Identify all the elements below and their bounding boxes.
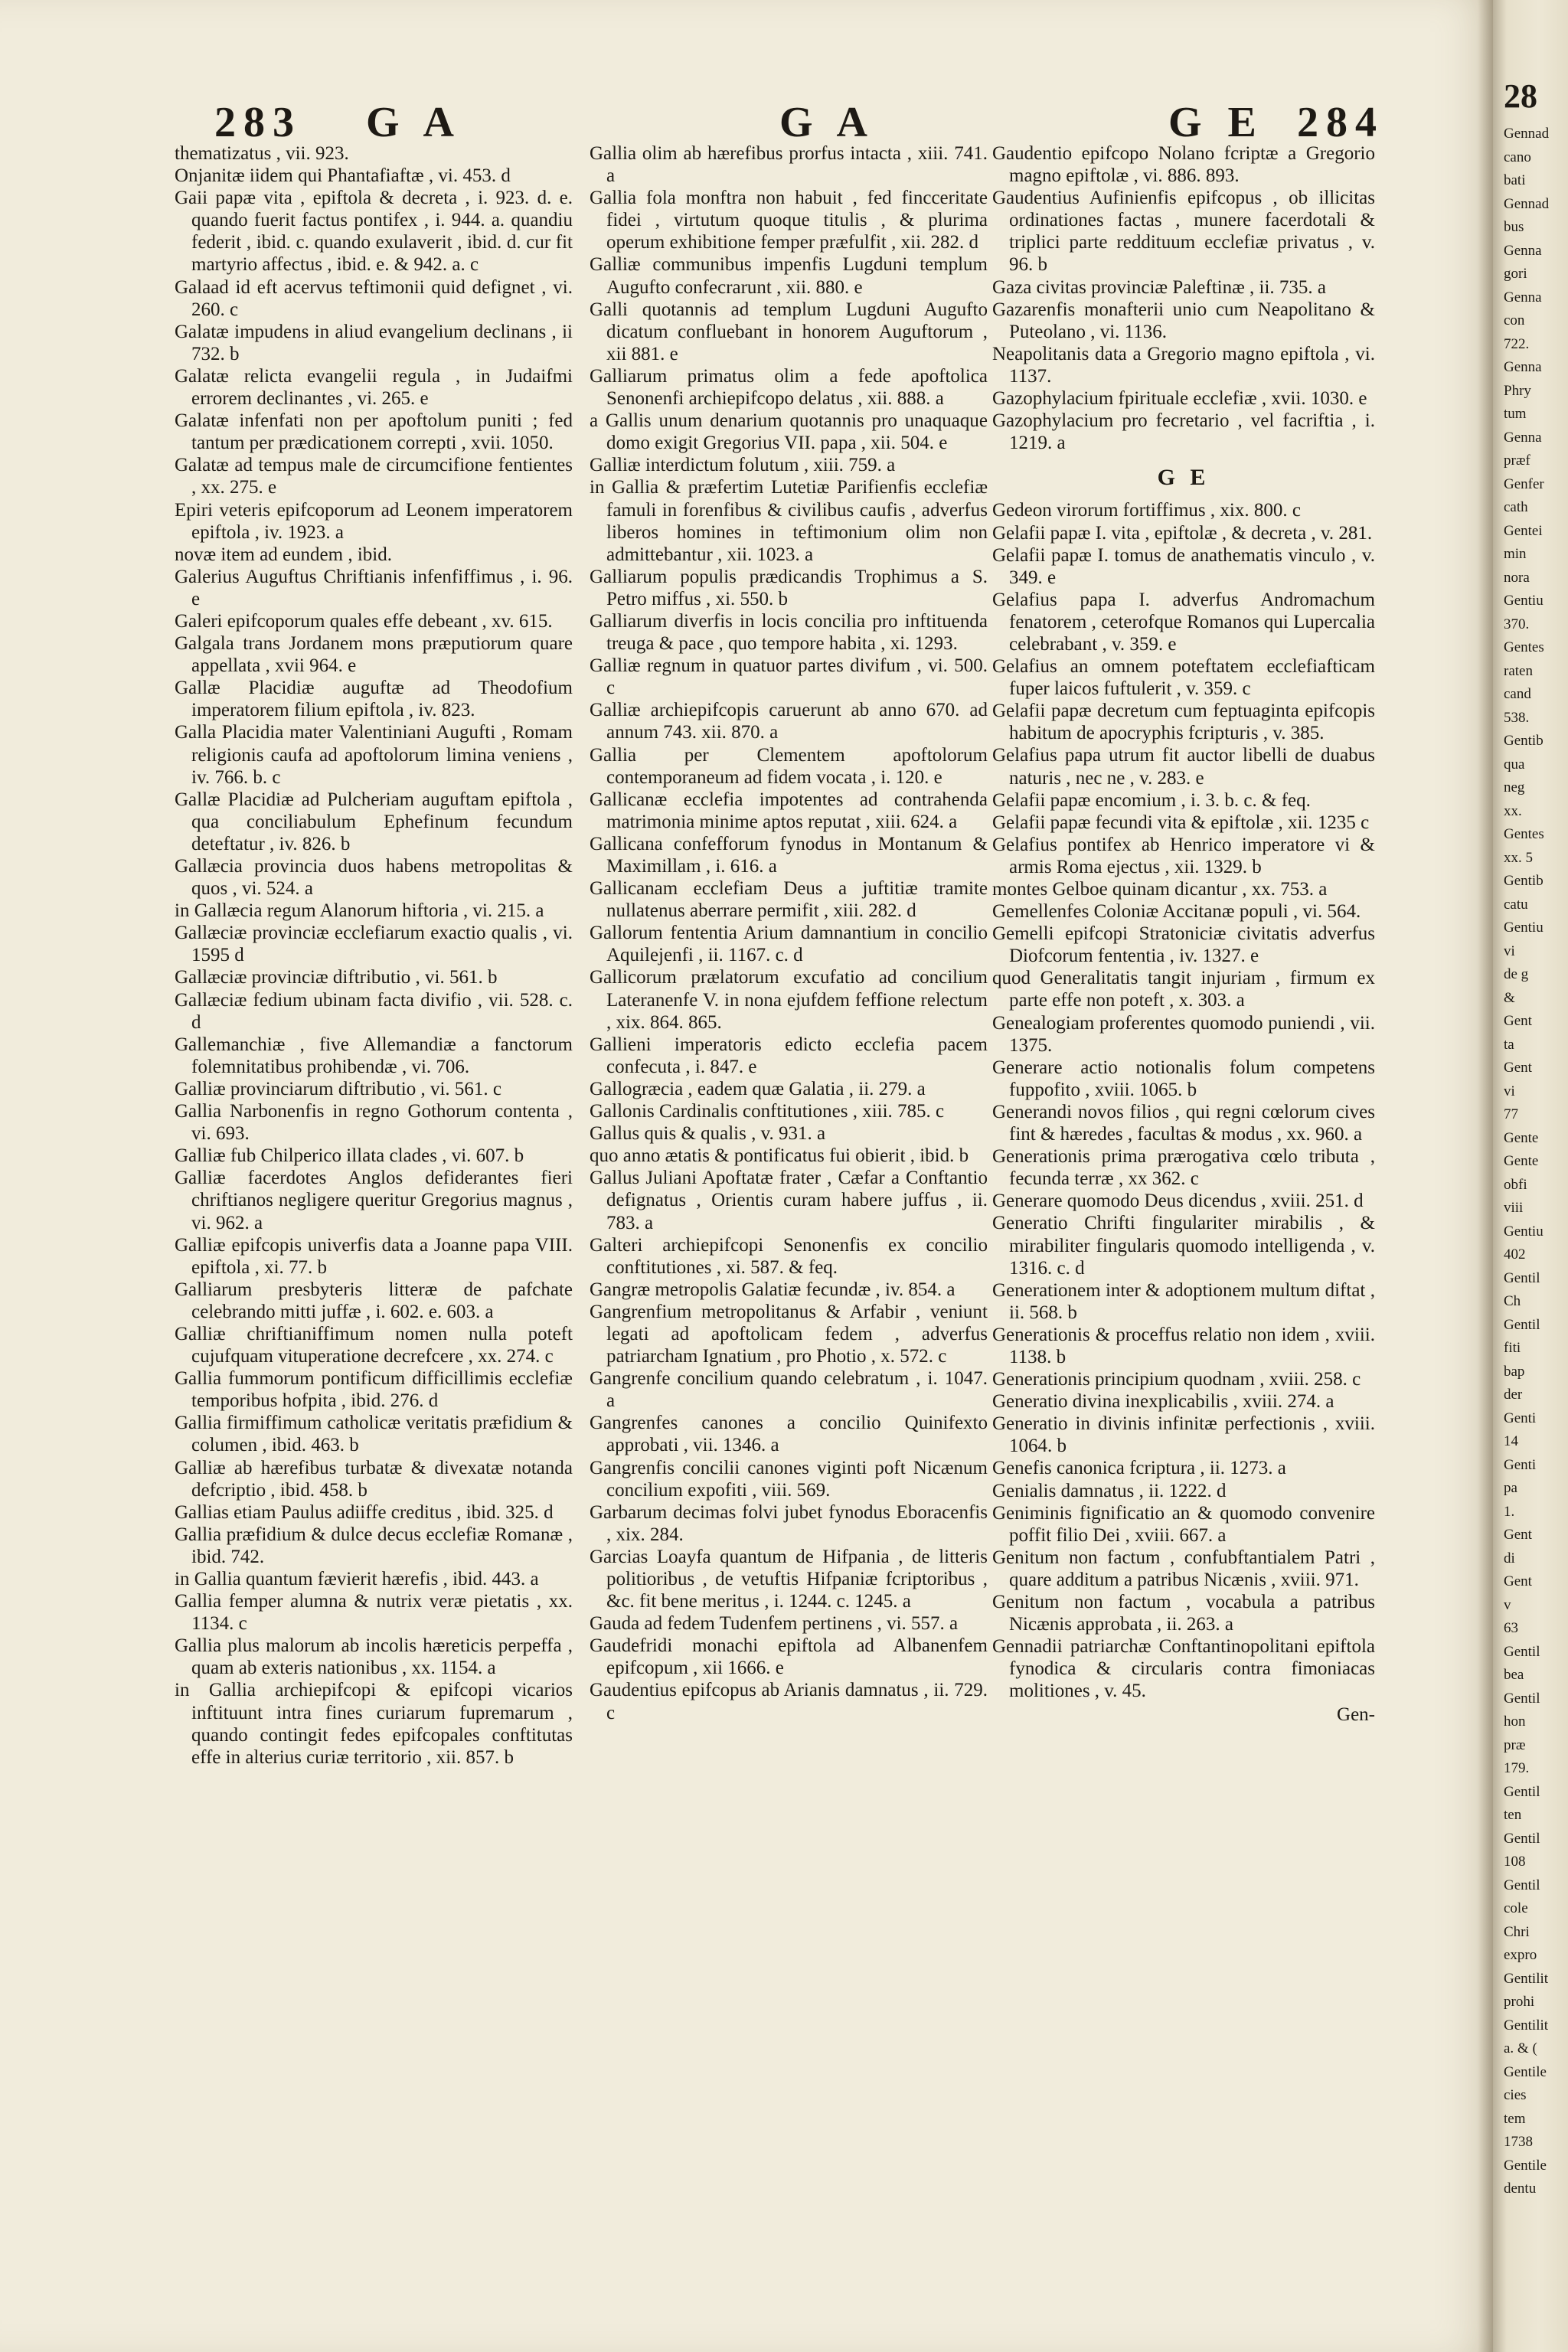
index-entry: Gallonis Cardinalis conftitutiones , xiii. 785. c — [590, 1101, 945, 1122]
adjacent-page-fragment: 77 — [1504, 1106, 1518, 1122]
index-entry: Gangræ metropolis Galatiæ fecundæ , iv. 854. a — [590, 1279, 956, 1300]
index-entry: Gedeon virorum fortiffimus , xix. 800. c — [992, 500, 1301, 521]
index-entry: Gazophylacium fpirituale ecclefiæ , xvii. 1030. e — [992, 388, 1367, 410]
index-column-1 — [175, 142, 573, 1769]
adjacent-page-fragment: Ch — [1504, 1293, 1521, 1309]
index-entry: Gelafii papæ I. tomus de anathematis vinculo , v. 349. e — [992, 544, 1375, 588]
index-entry: Gallia fummorum pontificum difficillimis ecclefiæ temporibus hofpita , ibid. 276. d — [175, 1368, 573, 1412]
adjacent-page-fragment: Genna — [1504, 242, 1542, 259]
adjacent-page-fragment: obfi — [1504, 1176, 1527, 1193]
adjacent-page-fragment: Genti — [1504, 1456, 1537, 1473]
index-entry: Generationis principium quodnam , xviii. 258. c — [992, 1369, 1361, 1390]
index-entry: Generationis prima prærogativa cœlo tributa , fecunda terræ , xx 362. c — [992, 1146, 1375, 1190]
index-entry: Galliæ epifcopis univerfis data a Joanne papa VIII. epiftola , xi. 77. b — [175, 1234, 573, 1278]
adjacent-page-fragment: cies — [1504, 2087, 1527, 2103]
index-entry: Galaad id eft acervus teftimonii quid defignet , vi. 260. c — [175, 276, 573, 320]
index-entry: Galatæ ad tempus male de circumcifione fentientes , xx. 275. e — [175, 455, 573, 498]
adjacent-page-text — [1504, 122, 1568, 2201]
index-entry: Gallias etiam Paulus adiiffe creditus , ibid. 325. d — [175, 1501, 554, 1523]
adjacent-page-fragment: prohi — [1504, 1994, 1535, 2010]
index-entry: Galliarum primatus olim a fede apoftolica Senonenfi archiepifcopo delatus , xii. 888. a — [590, 365, 988, 410]
index-entry: Galliæ archiepifcopis caruerunt ab anno 670. ad annum 743. xii. 870. a — [590, 700, 988, 743]
adjacent-page-fragment: di — [1504, 1550, 1515, 1566]
index-entry: Gauda ad fedem Tudenfem pertinens , vi. 557. a — [590, 1613, 959, 1635]
index-entry: Gallicanæ ecclefia impotentes ad contrahenda matrimonia minime aptos reputat , xiii. 624. a — [590, 789, 988, 832]
adjacent-page-fragment: Gentilit — [1504, 2017, 1549, 2034]
index-entry: quo anno ætatis & pontificatus fui obierit , ibid. b — [590, 1145, 969, 1167]
index-entry: Generatio in divinis infinitæ perfectionis , xviii. 1064. b — [992, 1413, 1375, 1457]
index-entry: Galliæ regnum in quatuor partes divifum , vi. 500. c — [590, 655, 988, 699]
adjacent-page-fragment: cole — [1504, 1900, 1528, 1916]
index-entry: Genialis damnatus , ii. 1222. d — [992, 1480, 1227, 1501]
index-entry: Gangrenfis concilii canones viginti poft Nicænum concilium expofiti , viii. 569. — [590, 1457, 988, 1501]
adjacent-page-fragment: Gentib — [1504, 733, 1544, 749]
adjacent-page-fragment: 14 — [1504, 1433, 1518, 1449]
adjacent-page-fragment: viii — [1504, 1200, 1524, 1216]
index-entry: Galliarum diverfis in locis concilia pro inftituenda treuga & pace , quo tempore habita , xi. 1293. — [590, 610, 988, 655]
index-entry: Galla Placidia mater Valentiniani Augufti , Romam religionis caufa ad apoftolorum limina veniens , iv. 766. b. c — [175, 722, 573, 788]
adjacent-page-fragment: bap — [1504, 1363, 1525, 1380]
index-entry: Galgala trans Jordanem mons præputiorum quare appellata , xvii 964. e — [175, 633, 573, 677]
index-entry: novæ item ad eundem , ibid. — [175, 544, 392, 565]
adjacent-page-fragment: Gent — [1504, 1013, 1532, 1029]
adjacent-page-fragment: qua — [1504, 756, 1525, 773]
adjacent-page-fragment: 1. — [1504, 1503, 1515, 1520]
left-running-head: G A — [366, 99, 462, 146]
index-entry: Galliæ chriftianiffimum nomen nulla poteft cujufquam vituperatione decrefcere , xx. 274. c — [175, 1323, 573, 1367]
section-heading-ge: G E — [1157, 465, 1210, 491]
index-entry: Gallia femper alumna & nutrix veræ pietatis , xx. 1134. c — [175, 1591, 573, 1635]
index-entry: Gelafii papæ encomium , i. 3. b. c. & feq. — [992, 789, 1311, 811]
index-entry: Gaudefridi monachi epiftola ad Albanenfem epifcopum , xii 1666. e — [590, 1635, 988, 1679]
adjacent-page-fragment: 722. — [1504, 335, 1530, 352]
index-entry: montes Gelboe quinam dicantur , xx. 753. a — [992, 879, 1328, 900]
adjacent-page-fragment: vi — [1504, 942, 1515, 959]
index-entry: Gallia per Clementem apoftolorum contemporaneum ad fidem vocata , i. 120. e — [590, 744, 988, 788]
adjacent-page-fragment: Genna — [1504, 289, 1542, 305]
index-entry: a Gallis unum denarium quotannis pro unaquaque domo exigit Gregorius VII. papa , xii. 504. e — [590, 410, 988, 454]
index-entry: Garcias Loayfa quantum de Hifpania , de litteris politioribus , de vetuftis Hifpaniæ fcriptoribus , &c. fit bene meritus , i. 1244. c. 1245. a — [590, 1546, 988, 1612]
adjacent-page-fragment: catu — [1504, 896, 1528, 913]
index-entry: Galatæ relicta evangelii regula , in Judaifmi errorem declinantes , vi. 265. e — [175, 365, 573, 410]
index-entry: Generationis & proceffus relatio non idem , xviii. 1138. b — [992, 1324, 1375, 1367]
index-entry: Gemelli epifcopi Stratoniciæ civitatis adverfus Diofcorum fententia , iv. 1327. e — [992, 923, 1375, 967]
adjacent-page-fragment: fiti — [1504, 1340, 1521, 1356]
index-column-3-ge-entries — [992, 499, 1375, 1702]
index-entry: Gelafii papæ decretum cum feptuaginta epifcopis habitum de apocryphis fcripturis , v. 385. — [992, 701, 1375, 744]
index-entry: Gaudentius Aufinienfis epifcopus , ob illicitas ordinationes factas , munere facerdotali & triplici parte reddituum ecclefiæ privatus , v. 96. b — [992, 188, 1375, 276]
adjacent-page-fragment: Genna — [1504, 429, 1542, 446]
adjacent-page-fragment: nora — [1504, 569, 1530, 586]
index-entry: Generatio divina inexplicabilis , xviii. 274. a — [992, 1391, 1334, 1413]
adjacent-page-fragment: Gentil — [1504, 1269, 1540, 1286]
index-entry: Gallus Juliani Apoftatæ frater , Cæfar a Conftantio defignatus , Orientis curam habere juffus , ii. 783. a — [590, 1168, 988, 1233]
index-entry: Epiri veteris epifcoporum ad Leonem imperatorem epiftola , iv. 1923. a — [175, 499, 573, 543]
adjacent-page-fragment: Phry — [1504, 382, 1531, 399]
adjacent-page-fragment: Gentiu — [1504, 593, 1544, 609]
index-entry: Gallia Narbonenfis in regno Gothorum contenta , vi. 693. — [175, 1101, 573, 1145]
adjacent-page-fragment: Gentil — [1504, 1316, 1540, 1333]
adjacent-page-fragment: & — [1504, 989, 1515, 1006]
index-entry: Galatæ infenfati non per apoftolum puniti ; fed tantum per prædicationem correpti , xvii. 1050. — [175, 410, 573, 454]
adjacent-page-fragment: a. & ( — [1504, 2040, 1537, 2056]
index-entry: Gallia firmiffimum catholicæ veritatis præfidium & columen , ibid. 463. b — [175, 1413, 573, 1456]
index-entry: Gallia plus malorum ab incolis hæreticis perpeffa , quam ab exteris nationibus , xx. 1154. a — [175, 1635, 573, 1679]
adjacent-page-fragment: v — [1504, 1596, 1511, 1613]
index-entry: Galliæ provinciarum diftributio , vi. 561. c — [175, 1078, 502, 1099]
adjacent-page-fragment: Gent — [1504, 1573, 1532, 1589]
index-entry: Galliæ ab hærefibus turbatæ & divexatæ notanda defcriptio , ibid. 458. b — [175, 1457, 573, 1501]
page-gutter-shadow — [1478, 0, 1494, 2352]
adjacent-page-fragment: Gente — [1504, 1153, 1539, 1169]
index-entry: Gelafii papæ I. vita , epiftolæ , & decreta , v. 281. — [992, 522, 1373, 544]
adjacent-page-fragment: cath — [1504, 499, 1528, 515]
adjacent-page-fragment: expro — [1504, 1947, 1537, 1963]
index-entry: Generare quomodo Deus dicendus , xviii. 251. d — [992, 1191, 1364, 1212]
adjacent-page-fragment: Gente — [1504, 1129, 1539, 1146]
index-entry: in Gallia & præfertim Lutetiæ Parifienfis ecclefiæ famuli in forenfibus & civilibus caufis , adverfus liberos homines in teftimonium olim non admittebantur , xii. 1023. a — [590, 477, 988, 565]
index-entry: Generandi novos filios , qui regni cœlorum cives fint & hæredes , facultas & modus , xx. 960. a — [992, 1101, 1375, 1145]
adjacent-page-fragment: Gentil — [1504, 1690, 1540, 1707]
index-entry: Gallicanam ecclefiam Deus a juftitiæ tramite nullatenus aberrare permifit , xiii. 282. d — [590, 878, 988, 922]
adjacent-page-fragment: Gentil — [1504, 1783, 1540, 1800]
index-entry: Garbarum decimas folvi jubet fynodus Eboracenfis , xix. 284. — [590, 1501, 988, 1545]
index-entry: Galliæ facerdotes Anglos defiderantes fieri chriftianos negligere queritur Gregorius magnus , vi. 962. a — [175, 1168, 573, 1233]
adjacent-page-fragment: Gentiu — [1504, 1223, 1544, 1240]
adjacent-page-fragment: de g — [1504, 966, 1529, 982]
adjacent-page-fragment: dentu — [1504, 2180, 1537, 2197]
adjacent-page-fragment: Gentil — [1504, 1830, 1540, 1847]
index-entry: Genitum non factum , vocabula a patribus Nicænis approbata , ii. 263. a — [992, 1592, 1375, 1635]
index-entry: Neapolitanis data a Gregorio magno epiftola , vi. 1137. — [992, 343, 1375, 387]
index-entry: Gallemanchiæ , five Allemandiæ a fanctorum folemnitatibus prohibendæ , vi. 706. — [175, 1034, 573, 1077]
adjacent-page-fragment: Gentiu — [1504, 920, 1544, 936]
index-entry: Gallæ Placidiæ ad Pulcheriam auguftam epiftola , qua conciliabulum Ephefinum fecundum deteftatur , iv. 826. b — [175, 789, 573, 854]
index-entry: Gallicana confefforum fynodus in Montanum & Maximillam , i. 616. a — [590, 833, 988, 877]
index-entry: Galliarum presbyteris litteræ de pafchate celebrando mitti juffæ , i. 602. e. 603. a — [175, 1279, 573, 1322]
index-entry: Gazophylacium pro fecretario , vel facriftia , i. 1219. a — [992, 410, 1375, 454]
adjacent-page-fragment: 370. — [1504, 616, 1530, 632]
index-entry: Gaudentio epifcopo Nolano fcriptæ a Gregorio magno epiftolæ , vi. 886. 893. — [992, 143, 1375, 187]
index-entry: Galerius Auguftus Chriftianis infenfiffimus , i. 96. e — [175, 566, 573, 609]
adjacent-page-fragment: Genfer — [1504, 475, 1544, 492]
index-entry: Gallus quis & qualis , v. 931. a — [590, 1123, 826, 1145]
index-entry: thematizatus , vii. 923. — [175, 143, 349, 164]
index-entry: Genealogiam proferentes quomodo puniendi , vii. 1375. — [992, 1012, 1375, 1056]
index-entry: Gangrenfe concilium quando celebratum , i. 1047. a — [590, 1368, 988, 1412]
adjacent-page-fragment: Gentei — [1504, 522, 1543, 539]
index-entry: Galatæ impudens in aliud evangelium declinans , ii 732. b — [175, 321, 573, 364]
adjacent-page-fragment: xx. — [1504, 802, 1522, 819]
adjacent-page-fragment: Gentes — [1504, 639, 1544, 655]
adjacent-page-fragment: cand — [1504, 686, 1531, 702]
index-entry: Galliæ communibus impenfis Lugduni templum Augufto confecrarunt , xii. 880. e — [590, 254, 988, 298]
adjacent-page-fragment: vi — [1504, 1083, 1515, 1099]
index-entry: Generatio Chrifti fingulariter mirabilis , & mirabiliter fingularis quomodo intelligenda , v. 1316. c. d — [992, 1213, 1375, 1279]
index-entry: Gelafius an omnem poteftatem ecclefiafticam fuper laicos fuftulerit , v. 359. c — [992, 656, 1375, 700]
index-entry: Gallia olim ab hærefibus prorfus intacta , xiii. 741. a — [590, 143, 988, 187]
adjacent-page-fragment: 63 — [1504, 1620, 1518, 1636]
adjacent-page-fragment: Gentilit — [1504, 1970, 1549, 1987]
catchword: Gen- — [1337, 1704, 1375, 1726]
index-entry: Galeri epifcoporum quales effe debeant , xv. 615. — [175, 610, 553, 632]
adjacent-page-fragment: bus — [1504, 219, 1524, 235]
index-entry: Gaudentius epifcopus ab Arianis damnatus , ii. 729. c — [590, 1680, 988, 1723]
index-entry: Genitum non factum , confubftantialem Patri , quare additum a patribus Nicænis , xviii. 971. — [992, 1547, 1375, 1590]
adjacent-page-fragment: min — [1504, 546, 1527, 562]
index-entry: Gallæciæ fedium ubinam facta divifio , vii. 528. c. d — [175, 989, 573, 1033]
index-entry: Galteri archiepifcopi Senonenfis ex concilio conftitutiones , xi. 587. & feq. — [590, 1234, 988, 1278]
adjacent-page-fragment: Gent — [1504, 1060, 1532, 1076]
adjacent-page-fragment: ten — [1504, 1807, 1522, 1823]
index-entry: Gennadii patriarchæ Conftantinopolitani epiftola fynodica & circularis contra fimoniacas molitiones , v. 45. — [992, 1636, 1375, 1702]
adjacent-page-fragment: raten — [1504, 662, 1533, 679]
index-entry: Generationem inter & adoptionem multum diftat , ii. 568. b — [992, 1279, 1375, 1323]
adjacent-page-fragment: cano — [1504, 149, 1531, 165]
index-entry: Gangrenfes canones a concilio Quinifexto approbati , vii. 1346. a — [590, 1413, 988, 1456]
adjacent-page-fragment: der — [1504, 1387, 1523, 1403]
adjacent-page-fragment: bati — [1504, 172, 1526, 188]
adjacent-page-fragment: bea — [1504, 1667, 1524, 1683]
index-entry: Gelafius papa I. adverfus Andromachum fenatorem , ceterofque Romanos qui Lupercalia celebrabant , v. 359. e — [992, 589, 1375, 655]
index-entry: Gallia præfidium & dulce decus ecclefiæ Romanæ , ibid. 742. — [175, 1524, 573, 1567]
index-column-3-ga-entries — [992, 142, 1375, 454]
adjacent-page-fragment: Gentil — [1504, 1877, 1540, 1893]
index-entry: Genefis canonica fcriptura , ii. 1273. a — [992, 1458, 1286, 1479]
adjacent-page-fragment: Gennad — [1504, 126, 1550, 142]
index-entry: Galli quotannis ad templum Lugduni Augufto dicatum confluebant in honorem Auguftorum , xii 881. e — [590, 299, 988, 364]
adjacent-page-fragment: præ — [1504, 1736, 1526, 1753]
index-entry: in Gallæcia regum Alanorum hiftoria , vi. 215. a — [175, 900, 544, 922]
adjacent-page-fragment: Gentile — [1504, 2063, 1547, 2080]
index-entry: Gemellenfes Coloniæ Accitanæ populi , vi. 564. — [992, 901, 1361, 923]
adjacent-page-fragment: 402 — [1504, 1246, 1526, 1263]
right-running-head: G E — [1168, 99, 1264, 146]
adjacent-page-fragment: tem — [1504, 2110, 1526, 2127]
adjacent-page-fragment: Gentil — [1504, 1643, 1540, 1660]
index-entry: Gelafii papæ fecundi vita & epiftolæ , xii. 1235 c — [992, 812, 1370, 833]
index-entry: Gallorum fententia Arium damnantium in concilio Aquilejenfi , ii. 1167. c. d — [590, 923, 988, 966]
adjacent-page-edge — [1493, 0, 1568, 2352]
adjacent-page-number: 28 — [1504, 77, 1537, 115]
index-entry: Gallæciæ provinciæ ecclefiarum exactio qualis , vi. 1595 d — [175, 923, 573, 966]
left-page-number: 283 — [214, 99, 302, 146]
adjacent-page-fragment: ta — [1504, 1036, 1514, 1053]
adjacent-page-fragment: xx. 5 — [1504, 849, 1533, 866]
index-entry: in Gallia archiepifcopi & epifcopi vicarios inftituunt intra fines curiarum fupremarum , quando contingit fedes epifcopales conftitutas effe in alterius curiæ territorio , xii. 857. b — [175, 1680, 573, 1768]
right-page-number: 284 — [1297, 99, 1384, 146]
index-entry: Galliarum populis prædicandis Trophimus a S. Petro miffus , xi. 550. b — [590, 566, 988, 609]
adjacent-page-fragment: Genna — [1504, 359, 1542, 375]
adjacent-page-fragment: tum — [1504, 406, 1527, 422]
adjacent-page-fragment: Gennad — [1504, 195, 1550, 212]
index-entry: Gelafius papa utrum fit auctor libelli de duabus naturis , nec ne , v. 283. e — [992, 745, 1375, 789]
index-entry: Gallæ Placidiæ auguftæ ad Theodofium imperatorem filium epiftola , iv. 823. — [175, 678, 573, 721]
index-entry: Gaii papæ vita , epiftola & decreta , i. 923. d. e. quando fuerit factus pontifex , i. 944. a. quandiu federit , ibid. c. quando exulaverit , ibid. d. cur fit martyrio affectus , ibid. e. & 942. a. c — [175, 188, 573, 276]
adjacent-page-fragment: gori — [1504, 266, 1527, 282]
index-entry: Gallicorum prælatorum excufatio ad concilium Lateranenfe V. in nona ejufdem feffione relectum , xix. 864. 865. — [590, 967, 988, 1033]
index-entry: Gangrenfium metropolitanus & Arfabir , veniunt legati ad apoftolicam fedem , adverfus patriarcham Ignatium , pro Photio , x. 572. c — [590, 1301, 988, 1367]
index-entry: Geniminis fignificatio an & quomodo convenire poffit filio Dei , xviii. 667. a — [992, 1502, 1375, 1546]
adjacent-page-fragment: 179. — [1504, 1760, 1530, 1776]
index-entry: Galliæ interdictum folutum , xiii. 759. a — [590, 455, 896, 476]
index-entry: Generare actio notionalis folum competens fuppofito , xviii. 1065. b — [992, 1057, 1375, 1100]
index-entry: in Gallia quantum fævierit hærefis , ibid. 443. a — [175, 1569, 539, 1589]
adjacent-page-fragment: Gentib — [1504, 873, 1544, 889]
adjacent-page-fragment: Gent — [1504, 1527, 1532, 1543]
index-column-3 — [992, 142, 1375, 1726]
adjacent-page-fragment: Gentile — [1504, 2157, 1547, 2174]
index-entry: Gallogræcia , eadem quæ Galatia , ii. 279. a — [590, 1078, 926, 1099]
index-entry: Gallieni imperatoris edicto ecclefia pacem confecuta , i. 847. e — [590, 1034, 988, 1077]
index-entry: Gelafius pontifex ab Henrico imperatore vi & armis Roma ejectus , xii. 1329. b — [992, 834, 1375, 877]
adjacent-page-fragment: Chri — [1504, 1923, 1530, 1940]
index-entry: Onjanitæ iidem qui Phantafiaftæ , vi. 453. d — [175, 165, 511, 187]
adjacent-page-fragment: 108 — [1504, 1854, 1526, 1870]
adjacent-page-fragment: Gentes — [1504, 826, 1544, 842]
index-entry: Galliæ fub Chilperico illata clades , vi. 607. b — [175, 1145, 524, 1167]
adjacent-page-fragment: 1738 — [1504, 2134, 1533, 2150]
adjacent-page-fragment: con — [1504, 312, 1525, 328]
index-entry: Gallæcia provincia duos habens metropolitas & quos , vi. 524. a — [175, 856, 573, 900]
index-entry: Gallæciæ provinciæ diftributio , vi. 561. b — [175, 967, 498, 988]
index-entry: Gallia fola monftra non habuit , fed fincceritate fidei , virtutum quoque titulis , & plurima operum exhibitione femper præfulfit , xii. 282. d — [590, 188, 988, 253]
adjacent-page-fragment: neg — [1504, 779, 1525, 795]
adjacent-page-fragment: Genti — [1504, 1410, 1537, 1426]
adjacent-page-fragment: pa — [1504, 1480, 1517, 1496]
adjacent-page-fragment: præf — [1504, 452, 1530, 469]
index-entry: Gazarenfis monafterii unio cum Neapolitano & Puteolano , vi. 1136. — [992, 299, 1375, 342]
index-column-2 — [590, 142, 988, 1724]
adjacent-page-fragment: hon — [1504, 1713, 1526, 1730]
center-running-head: G A — [779, 99, 875, 146]
index-entry: quod Generalitatis tangit injuriam , firmum ex parte effe non poteft , x. 303. a — [992, 968, 1375, 1011]
index-entry: Gaza civitas provinciæ Paleftinæ , ii. 735. a — [992, 276, 1327, 298]
adjacent-page-fragment: 538. — [1504, 709, 1530, 726]
